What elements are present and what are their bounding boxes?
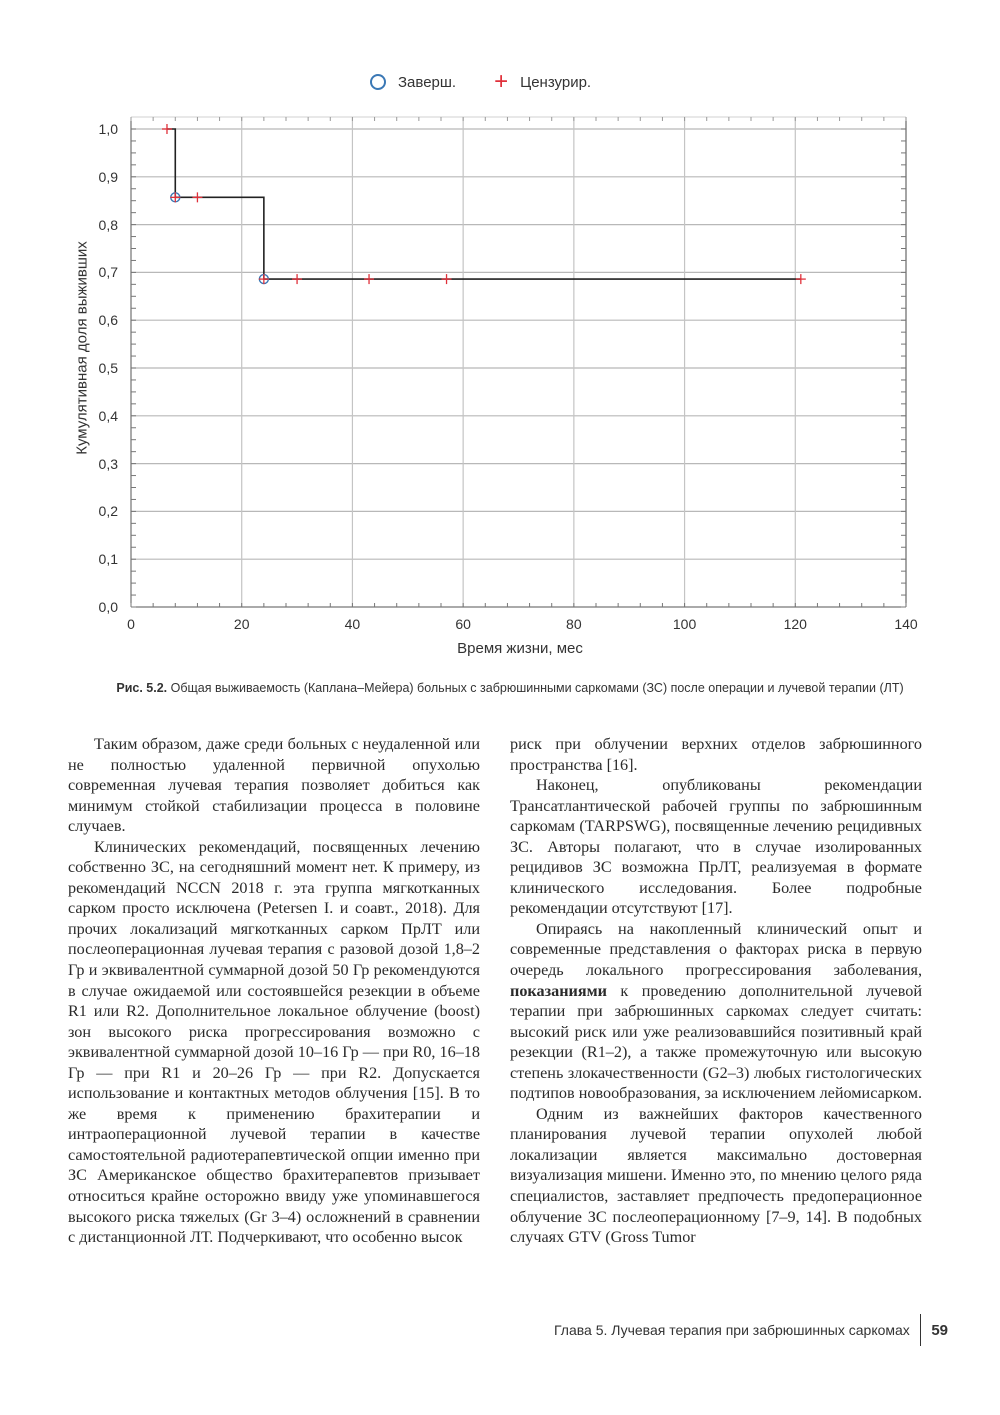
page-number: 59 <box>931 1321 948 1339</box>
x-tick-label: 80 <box>566 616 582 632</box>
legend-label-censored: Цензурир. <box>520 73 592 91</box>
x-tick-label: 60 <box>455 616 471 632</box>
figure-caption <box>80 679 940 697</box>
body-column-left <box>68 734 480 1248</box>
figure-label: Рис. 5.2. <box>116 681 168 695</box>
paragraph: Таким образом, даже среди больных с неудаленной или не полностью удаленной первичной опухолью современная лучевая терапия позволяет добиться как минимум стойкой стабилизации процесса в половине случаев. <box>68 735 480 836</box>
page-footer <box>554 1314 948 1346</box>
chapter-title: Глава 5. Лучевая терапия при забрюшинных саркомах <box>553 1322 910 1338</box>
y-tick-label: 0,6 <box>98 312 118 329</box>
paragraph: Одним из важнейших факторов качественного планирования лучевой терапии опухолей любой локализации является максимально достоверная визуализация мишени. Именно это, по мнению целого ряда специалистов, заставляет предпочесть предоперационное облучение ЗС послеоперационному [7–9, 14]. В подобных случаях GTV (Gross Tumor <box>510 1104 922 1247</box>
x-tick-label: 40 <box>344 616 361 632</box>
text-run: Опираясь на накопленный клинический опыт и современные представления о факторах риска в первую очередь локального прогрессирования заболевания, <box>510 919 922 980</box>
legend-item-event <box>370 74 456 91</box>
legend-label-event: Заверш. <box>398 73 457 91</box>
figure-caption-text: Общая выживаемость (Каплана–Мейера) больных с забрюшинными саркомами (ЗС) после операции и лучевой терапии (ЛТ) <box>167 681 904 695</box>
survival-step-line <box>167 129 801 279</box>
paragraph: Наконец, опубликованы рекомендации Трансатлантической рабочей группы по забрюшинным саркомам (TARPSWG), посвященные лечению рецидивных ЗС. Авторы полагают, что в случае изолированных рецидивов ЗС возможна ПрЛТ, реализуемая в формате клинического исследования. Более подробные рекомендации отсутствуют [17]. <box>510 776 922 918</box>
x-tick-label: 100 <box>672 616 697 632</box>
bold-term: показаниями <box>510 981 607 1000</box>
legend-item-censored <box>494 68 592 95</box>
y-tick-label: 0,1 <box>98 551 118 568</box>
paragraph: риск при облучении верхних отделов забрюшинного пространства [16]. <box>510 735 922 774</box>
y-tick-label: 0,8 <box>98 216 118 233</box>
x-axis-label: Время жизни, мес <box>457 640 583 657</box>
y-tick-label: 0,9 <box>98 168 118 185</box>
y-tick-label: 0,4 <box>98 407 118 424</box>
y-tick-label: 0,2 <box>98 503 118 520</box>
y-tick-label: 1,0 <box>98 121 118 137</box>
y-tick-label: 0,3 <box>98 455 118 472</box>
body-column-right <box>510 734 922 1248</box>
y-tick-label: 0,0 <box>98 599 118 615</box>
paragraph: Клинических рекомендаций, посвященных лечению собственно ЗС, на сегодняшний момент нет. К примеру, из рекомендаций NCCN 2018 г. эта группа мягкотканных сарком просто исключена (Petersen I. и соавт., 2018). Для прочих локализаций мягкотканных сарком ПрЛТ или послеоперационная лучевая терапия с разовой дозой 1,8–2 Гр и эквивалентной суммарной дозой 50 Гр рекомендуются в случае ожидаемой или состоявшейся резекции в объеме R1 или R2. Дополнительное локальное облучение (boost) зон высокого риска прогрессирования возможно с эквивалентной суммарной дозой 10–16 Гр — при R0, 16–18 Гр — при R1 и 20–26 Гр — при R2. Допускается использование и контактных методов облучения [15]. В то же время к применению брахитерапии и интраоперационной лучевой терапии в качестве самостоятельной радиотерапевтической опции именно при ЗС Американское общество брахитерапевтов призывает относиться крайне осторожно ввиду уже упоминавшегося высокого риска тяжелых (Gr 3–4) осложнений в сравнении с дистанционной ЛТ. Подчеркивают, что особенно высок <box>68 837 480 1247</box>
plus-marker-icon: + <box>494 68 509 95</box>
x-tick-label: 140 <box>894 616 918 632</box>
text-run: к проведению дополнительной лучевой терапии при забрюшинных саркомах следует считать: высокий риск или уже реализовавшийся позитивный край резекции (R1–2), а также промежуточную или высокую степень злокачественности (G2–3) любых гистологических подтипов новообразования, за исключением лейомисарком. <box>510 981 922 1103</box>
paragraph <box>510 919 922 1104</box>
x-tick-label: 120 <box>783 616 807 632</box>
circle-marker-icon <box>370 74 386 90</box>
y-axis-label: Кумулятивная доля выживших <box>73 241 91 455</box>
y-tick-label: 0,5 <box>98 360 118 376</box>
footer-divider <box>920 1314 922 1346</box>
x-tick-label: 0 <box>127 616 135 632</box>
x-tick-label: 20 <box>233 616 250 632</box>
chart-legend <box>370 70 629 94</box>
y-tick-label: 0,7 <box>98 264 118 281</box>
